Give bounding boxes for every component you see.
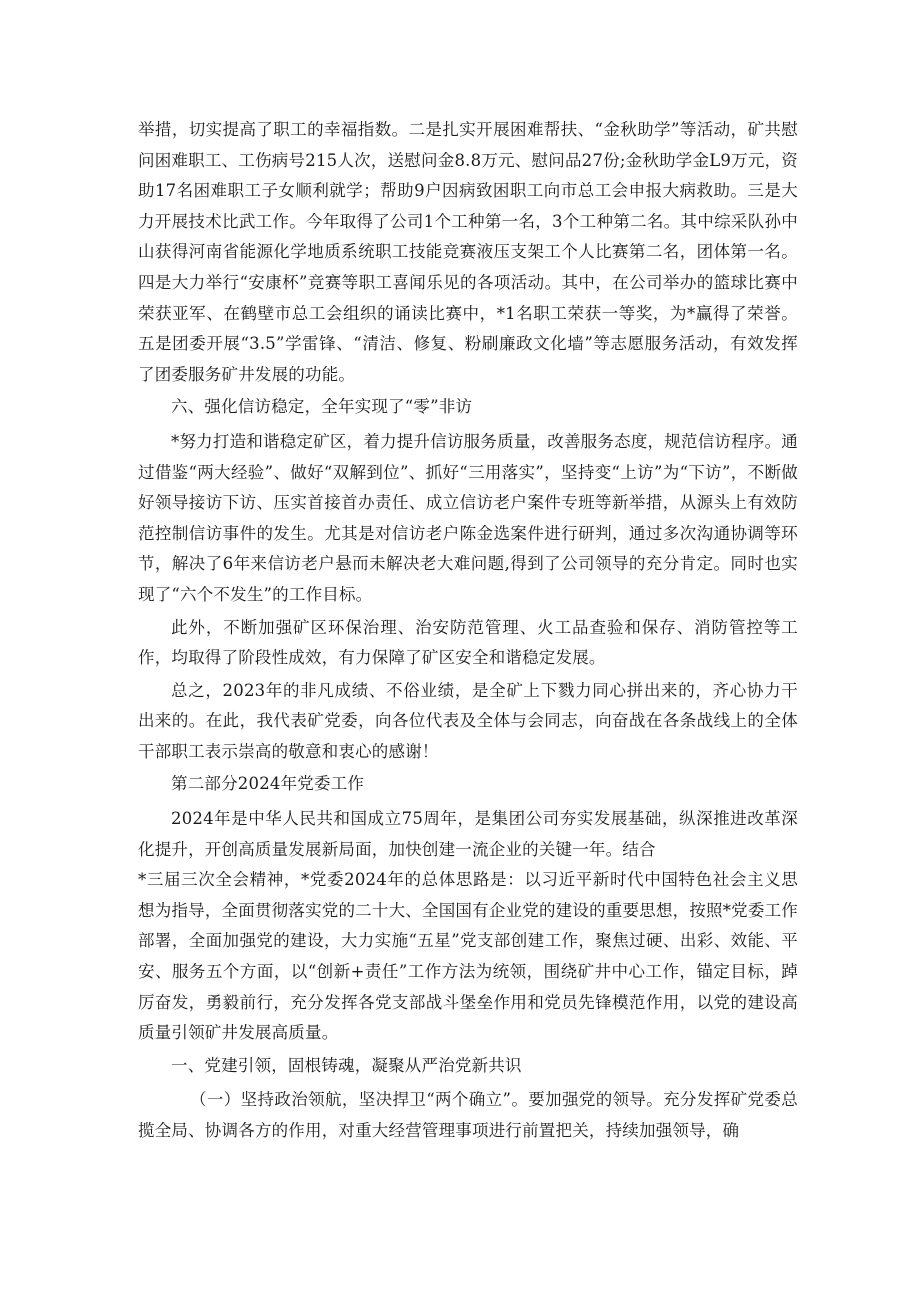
paragraph-welfare-continued: 举措，切实提高了职工的幸福指数。二是扎实开展困难帮扶、“金秋助学”等活动，矿共慰问困难职工、工伤病号215人次，送慰问金8.8万元、慰问品27份;金秋助学金L9万元，资助17名困难职工子女顺利就学；帮助9户因病致困职工向市总工会申报大病救助。三是大力开展技术比武工作。今年取得了公司1个工种第一名，3个工种第二名。其中综采队孙中山获得河南省能源化学地质系统职工技能竞赛液压支架工个人比赛第二名，团体第一名。四是大力举行“安康杯”竞赛等职工喜闻乐见的各项活动。其中，在公司举办的篮球比赛中荣获亚军、在鹤壁市总工会组织的诵读比赛中，*1名职工荣获一等奖，为*赢得了荣誉。五是团委开展“3.5”学雷锋、“清洁、修复、粉刷廉政文化墙”等志愿服务活动，有效发挥了团委服务矿井发展的功能。 — [138, 120, 798, 384]
document-body — [138, 115, 798, 1149]
paragraph-summary: 总之，2023年的非凡成绩、不俗业绩，是全矿上下戮力同心拼出来的，齐心协力干出来的。在此，我代表矿党委，向各位代表及全体与会同志，向奋战在各条战线上的全体干部职工表示崇高的敬意和衷心的感谢！ — [138, 680, 798, 761]
paragraph-2024-intro: 2024年是中华人民共和国成立75周年，是集团公司夯实发展基础，纵深推进改革深化提升，开创高质量发展新局面，加快创建一流企业的关键一年。结合 — [138, 809, 798, 859]
paragraph-political-leadership: （一）坚持政治领航，坚决捍卫“两个确立”。要加强党的领导。充分发挥矿党委总揽全局、协调各方的作用，对重大经营管理事项进行前置把关，持续加强领导，确 — [138, 1090, 798, 1140]
section-heading-petition: 六、强化信访稳定，全年实现了“零”非访 — [171, 397, 473, 417]
section-heading-party-building: 一、党建引领，固根铸魂，凝聚从严治党新共识 — [171, 1055, 522, 1075]
part-heading-2024: 第二部分2024年党委工作 — [171, 774, 365, 794]
paragraph-besides: 此外，不断加强矿区环保治理、治安防范管理、火工品查验和保存、消防管控等工作，均取得了阶段性成效，有力保障了矿区安全和谐稳定发展。 — [138, 617, 798, 668]
paragraph-2024-thinking: *三届三次全会精神，*党委2024年的总体思路是：以习近平新时代中国特色社会主义思想为指导，全面贯彻落实党的二十大、全国国有企业党的建设的重要思想，按照*党委工作部署，全面加强党的建设，大力实施“五星”党支部创建工作，聚焦过硬、出彩、效能、平安、服务五个方面，以“创新+责任”工作方法为统领，围绕矿井中心工作，锚定目标，踔厉奋发，勇毅前行，充分发挥各党支部战斗堡垒作用和党员先锋模范作用，以党的建设高质量引领矿井发展高质量。 — [138, 870, 798, 1043]
paragraph-petition: *努力打造和谐稳定矿区，着力提升信访服务质量，改善服务态度，规范信访程序。通过借鉴“两大经验”、做好“双解到位”、抓好“三用落实”，坚持变“上访”为“下访”，不断做好领导接访下访、压实首接首办责任、成立信访老户案件专班等新举措，从源头上有效防范控制信访事件的发生。尤其是对信访老户陈金选案件进行研判，通过多次沟通协调等环节，解决了6年来信访老户悬而未解决老大难问题,得到了公司领导的充分肯定。同时也实现了“六个不发生”的工作目标。 — [138, 431, 798, 604]
